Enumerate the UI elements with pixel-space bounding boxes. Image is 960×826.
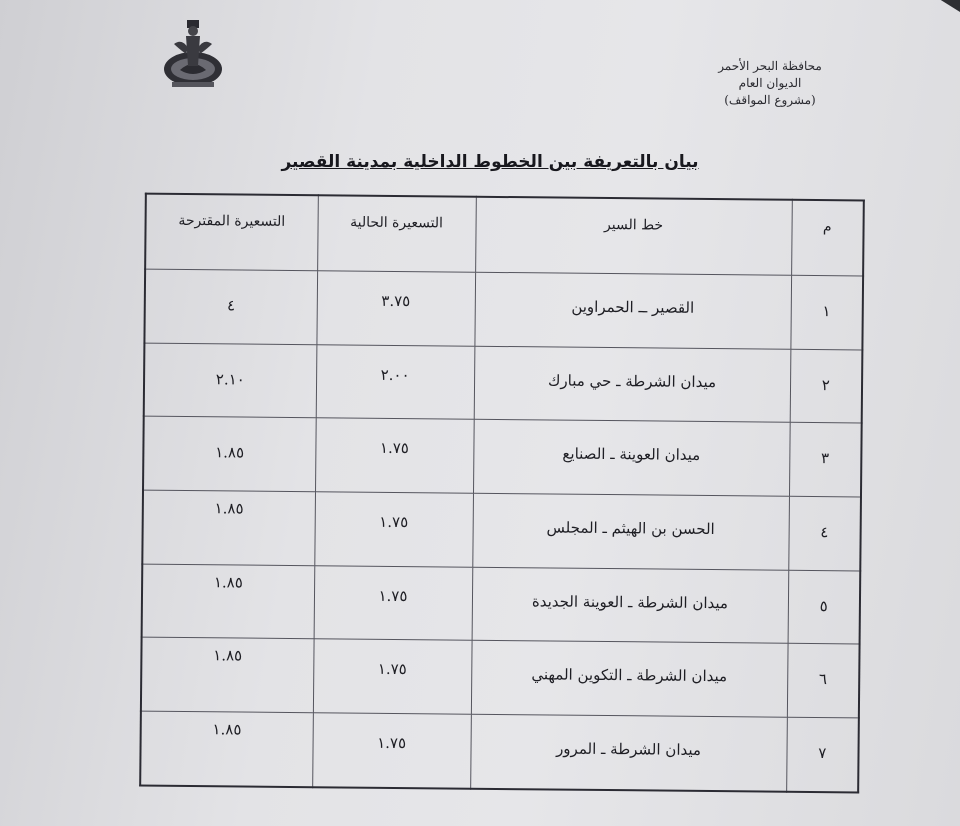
table-row (142, 490, 861, 571)
table-row (144, 343, 863, 424)
route-name: الحسن بن الهيثم ـ المجلس (472, 493, 789, 570)
proposed-fare: ١.٨٥ (142, 564, 315, 639)
col-header-number: م (791, 200, 864, 276)
current-fare: ١.٧٥ (313, 639, 472, 714)
col-header-route: خط السير (475, 197, 792, 276)
row-number: ٧ (786, 717, 859, 792)
route-name: ميدان الشرطة ـ حي مبارك (474, 346, 791, 423)
table-row (141, 637, 860, 718)
current-fare: ١.٧٥ (314, 492, 473, 567)
row-number: ٤ (788, 496, 861, 570)
route-name: ميدان العوينة ـ الصنايع (473, 420, 790, 497)
route-name: ميدان الشرطة ـ العوينة الجديدة (472, 567, 789, 644)
governorate-emblem-icon (160, 14, 226, 94)
proposed-fare: ٤ (144, 269, 317, 344)
current-fare: ١.٧٥ (312, 713, 471, 789)
col-header-proposed-fare: التسعيرة المقترحة (145, 194, 318, 271)
project-name: (مشروع المواقف) (724, 93, 816, 107)
office-name: الديوان العام (738, 76, 802, 90)
route-name: ميدان الشرطة ـ المرور (470, 714, 787, 792)
current-fare: ١.٧٥ (315, 418, 474, 493)
proposed-fare: ١.٨٥ (143, 416, 316, 491)
proposed-fare: ١.٨٥ (141, 637, 314, 712)
fare-table (139, 193, 865, 794)
proposed-fare: ١.٨٥ (140, 711, 313, 787)
row-number: ٥ (788, 570, 861, 644)
current-fare: ١.٧٥ (314, 565, 473, 640)
fare-table-frame (139, 193, 863, 794)
governorate-name: محافظة البحر الأحمر (718, 59, 822, 73)
current-fare: ٢.٠٠ (316, 344, 475, 419)
document-title: بيان بالتعريفة بين الخطوط الداخلية بمدينة القصير (281, 152, 699, 172)
document-header (700, 58, 840, 109)
row-number: ٣ (789, 423, 862, 497)
route-name: القصير ــ الحمراوين (474, 272, 791, 349)
row-number: ١ (790, 275, 863, 349)
table-row (144, 269, 863, 350)
table-row (142, 564, 861, 645)
row-number: ٢ (790, 349, 863, 423)
proposed-fare: ٢.١٠ (144, 343, 317, 418)
route-name: ميدان الشرطة ـ التكوين المهني (471, 641, 788, 718)
page-fold-shadow (936, 0, 960, 12)
current-fare: ٣.٧٥ (316, 271, 475, 346)
row-number: ٦ (787, 644, 860, 718)
col-header-current-fare: التسعيرة الحالية (317, 195, 476, 272)
table-row (140, 711, 859, 792)
proposed-fare: ١.٨٥ (142, 490, 315, 565)
table-header-row (145, 194, 864, 276)
table-row (143, 416, 862, 497)
